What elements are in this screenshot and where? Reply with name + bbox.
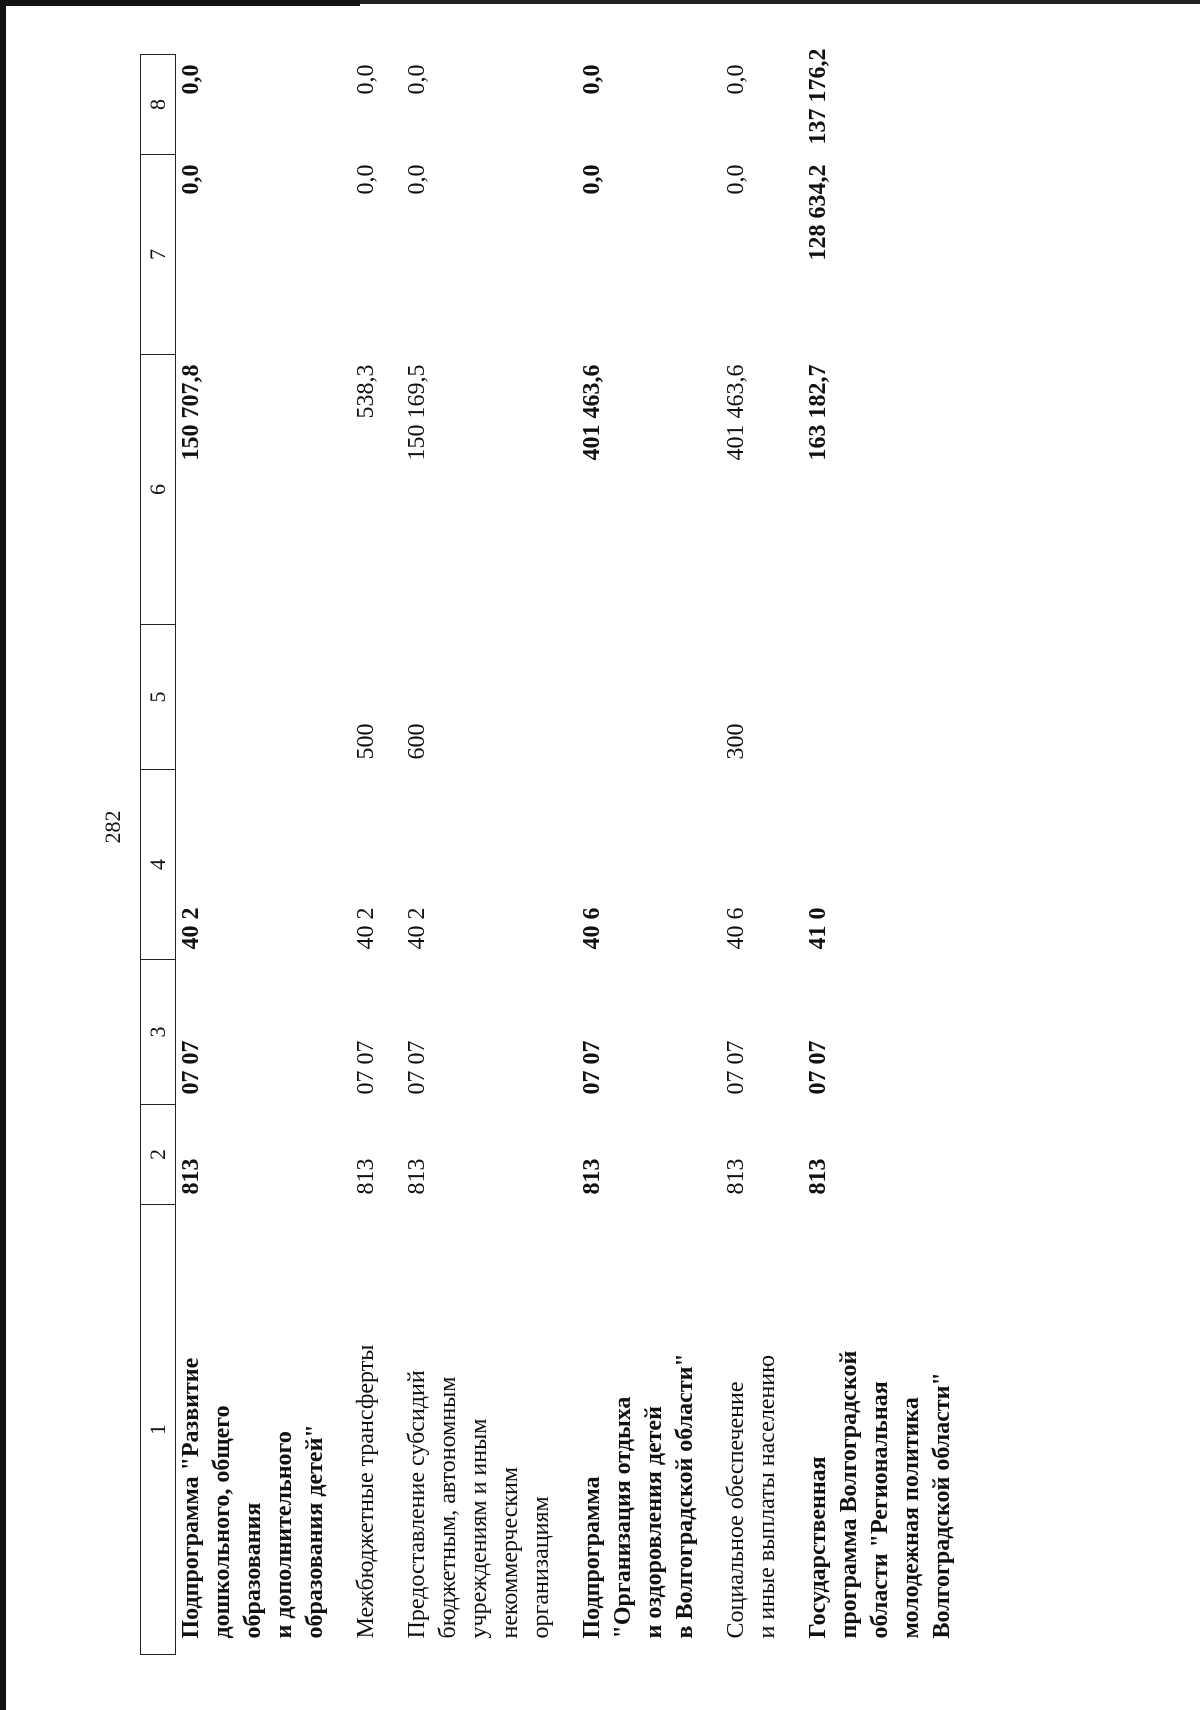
amount-col-7: 0,0: [404, 164, 430, 195]
amount-col-6: 150 169,5: [404, 364, 430, 461]
row-name-line: Подпрограмма: [579, 1476, 605, 1639]
expense-type-code: [577, 625, 701, 770]
row-spacer: [783, 55, 803, 1655]
table-row: [176, 55, 332, 1655]
row-name-line: "Организация отдыха: [610, 1396, 636, 1639]
table-row: [803, 55, 958, 1655]
row-name-line: Социальное обеспечение: [723, 1381, 749, 1639]
table-row: [577, 55, 701, 1655]
section-code: 07 07: [579, 1040, 605, 1095]
col-header-8: 8: [141, 55, 176, 155]
expense-type-code: 600: [404, 723, 430, 760]
amount-col-7: 0,0: [178, 164, 204, 195]
expense-type-code: [176, 625, 332, 770]
budget-table: [140, 48, 958, 1655]
row-name-line: дошкольного, общего: [209, 1405, 235, 1639]
row-name-line: программа Волгоградской: [836, 1350, 862, 1639]
amount-col-8: 0,0: [353, 64, 379, 95]
row-name-line: и иные выплаты населению: [754, 1354, 780, 1639]
expense-type-code: 300: [723, 723, 749, 760]
col-header-4: 4: [141, 770, 176, 960]
col-header-2: 2: [141, 1105, 176, 1205]
amount-col-6: 401 463,6: [579, 364, 605, 461]
section-code: 07 07: [723, 1040, 749, 1095]
section-code: 07 07: [353, 1040, 379, 1095]
amount-col-8: 0,0: [178, 64, 204, 95]
col-header-6: 6: [141, 355, 176, 625]
amount-col-8: 0,0: [404, 64, 430, 95]
amount-col-7: 0,0: [579, 164, 605, 195]
col-header-1: 1: [141, 1205, 176, 1655]
row-spacer: [382, 55, 402, 1655]
table-row: [402, 55, 557, 1655]
ministry-code: 813: [353, 1158, 379, 1195]
target-code: 40 6: [723, 907, 749, 950]
amount-col-8: 137 176,2: [805, 48, 831, 145]
ministry-code: 813: [579, 1158, 605, 1195]
row-name: [402, 1205, 557, 1655]
row-name-line: в Волгоградской области": [672, 1353, 698, 1639]
ministry-code: 813: [178, 1158, 204, 1195]
ministry-code: 813: [723, 1158, 749, 1195]
target-code: 40 2: [353, 907, 379, 950]
section-code: 07 07: [404, 1040, 430, 1095]
col-header-7: 7: [141, 155, 176, 355]
expense-type-code: 500: [353, 723, 379, 760]
row-name: [176, 1205, 332, 1655]
amount-col-6: 163 182,7: [805, 364, 831, 461]
row-name: [577, 1205, 701, 1655]
rotated-page: [100, 48, 1100, 1655]
row-name-line: Межбюджетные трансферты: [353, 1344, 379, 1639]
row-name-line: области "Региональная: [867, 1381, 893, 1639]
ministry-code: 813: [404, 1158, 430, 1195]
amount-col-8: 0,0: [723, 64, 749, 95]
target-code: 40 6: [579, 907, 605, 950]
scan-corner-mark: [0, 0, 360, 6]
page-number: 282: [100, 810, 125, 844]
amount-col-6: 538,3: [353, 364, 379, 419]
col-header-5: 5: [141, 625, 176, 770]
row-name-line: Предоставление субсидий: [404, 1370, 430, 1639]
amount-col-7: 128 634,2: [805, 164, 831, 261]
row-name-line: Государственная: [805, 1456, 831, 1639]
row-name: [721, 1205, 783, 1655]
row-name-line: бюджетным, автономным: [435, 1376, 461, 1639]
row-name-line: Волгоградской области": [929, 1372, 955, 1639]
target-code: 40 2: [178, 907, 204, 950]
amount-col-8: 0,0: [579, 64, 605, 95]
header-row: [141, 55, 176, 1655]
row-spacer: [701, 55, 721, 1655]
section-code: 07 07: [178, 1040, 204, 1095]
scan-edge-left: [0, 0, 6, 1710]
ministry-code: 813: [805, 1158, 831, 1195]
row-name-line: молодежная политика: [898, 1397, 924, 1639]
expense-type-code: [803, 625, 958, 770]
row-name: [351, 1205, 382, 1655]
row-name-line: и оздоровления детей: [641, 1406, 667, 1639]
amount-col-6: 401 463,6: [723, 364, 749, 461]
row-name-line: некоммерческим: [497, 1466, 523, 1639]
col-header-3: 3: [141, 960, 176, 1105]
row-name: [803, 1205, 958, 1655]
row-name-line: учреждениям и иным: [466, 1418, 492, 1639]
row-name-line: образования: [240, 1502, 266, 1639]
table-row: [351, 55, 382, 1655]
target-code: 40 2: [404, 907, 430, 950]
section-code: 07 07: [805, 1040, 831, 1095]
row-name-line: организациям: [528, 1496, 554, 1639]
row-name-line: образования детей": [302, 1424, 328, 1639]
row-spacer: [557, 55, 577, 1655]
row-name-line: и дополнительного: [271, 1431, 297, 1639]
row-name-line: Подпрограмма "Развитие: [178, 1357, 204, 1639]
target-code: 41 0: [805, 907, 831, 950]
row-spacer: [331, 55, 351, 1655]
amount-col-7: 0,0: [353, 164, 379, 195]
amount-col-6: 150 707,8: [178, 364, 204, 461]
table-row: [721, 55, 783, 1655]
amount-col-7: 0,0: [723, 164, 749, 195]
